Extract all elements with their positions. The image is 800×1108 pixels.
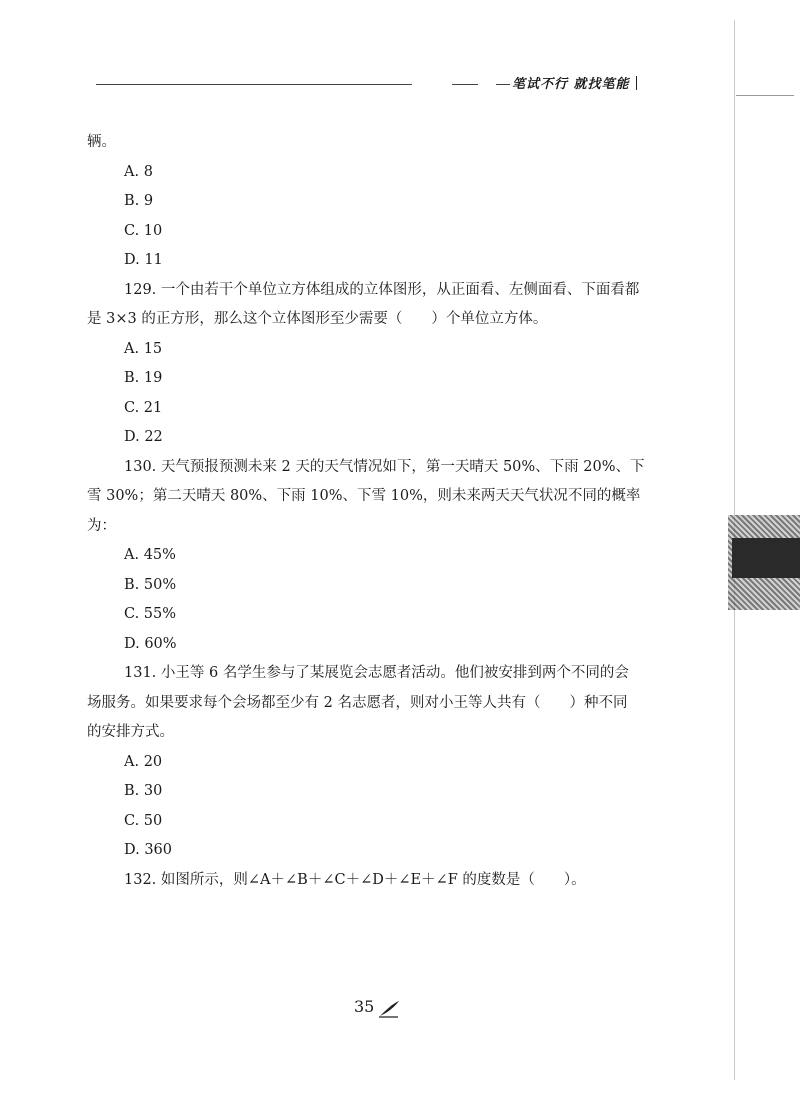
question-text-line: 场服务。如果要求每个会场都至少有 2 名志愿者，则对小王等人共有（ ）种不同: [87, 694, 628, 711]
header-rule: [452, 84, 478, 85]
page-number: 35: [354, 997, 375, 1016]
answer-option: A. 45%: [124, 547, 176, 563]
answer-option: A. 15: [124, 340, 163, 357]
question-text-line: 辆。: [87, 134, 116, 150]
answer-option: B. 9: [124, 193, 154, 209]
answer-option: C. 50: [124, 812, 163, 829]
question-text-line: 130. 天气预报预测未来 2 天的天气情况如下，第一天晴天 50%、下雨 20%、下: [124, 458, 645, 475]
answer-option: A. 20: [124, 753, 163, 770]
question-text-line: 是 3×3 的正方形，那么这个立体图形至少需要（ ）个单位立方体。: [87, 311, 548, 327]
question-body: [87, 128, 667, 895]
header-slogan: 笔试不行 就找笔能: [512, 77, 630, 92]
answer-option: C. 10: [124, 222, 163, 239]
question-text-line: 132. 如图所示，则∠A＋∠B＋∠C＋∠D＋∠E＋∠F 的度数是（ ）。: [124, 871, 586, 888]
answer-option: C. 55%: [124, 606, 177, 622]
answer-option: D. 60%: [124, 635, 177, 652]
question-text-line: 131. 小王等 6 名学生参与了某展览会志愿者活动。他们被安排到两个不同的会: [124, 665, 629, 681]
answer-option: D. 22: [124, 429, 163, 445]
quill-icon: [378, 1000, 400, 1022]
scan-edge-mark: [736, 95, 794, 96]
answer-option: A. 8: [124, 163, 153, 180]
answer-option: B. 30: [124, 783, 163, 799]
question-text-line: 雪 30%；第二天晴天 80%、下雨 10%、下雪 10%，则未来两天天气状况不同的概率: [87, 488, 641, 504]
scan-edge-dark: [732, 538, 800, 578]
question-text-line: 129. 一个由若干个单位立方体组成的立体图形，从正面看、左侧面看、下面看都: [124, 281, 640, 298]
header-rule: [96, 84, 412, 85]
answer-option: B. 19: [124, 370, 163, 386]
answer-option: B. 50%: [124, 576, 177, 593]
question-text-line: 的安排方式。: [87, 724, 174, 740]
header-divider: [636, 76, 637, 90]
header-rule: [496, 84, 510, 85]
answer-option: D. 11: [124, 252, 163, 268]
answer-option: C. 21: [124, 399, 163, 416]
answer-option: D. 360: [124, 842, 173, 858]
question-text-line: 为：: [87, 517, 116, 534]
